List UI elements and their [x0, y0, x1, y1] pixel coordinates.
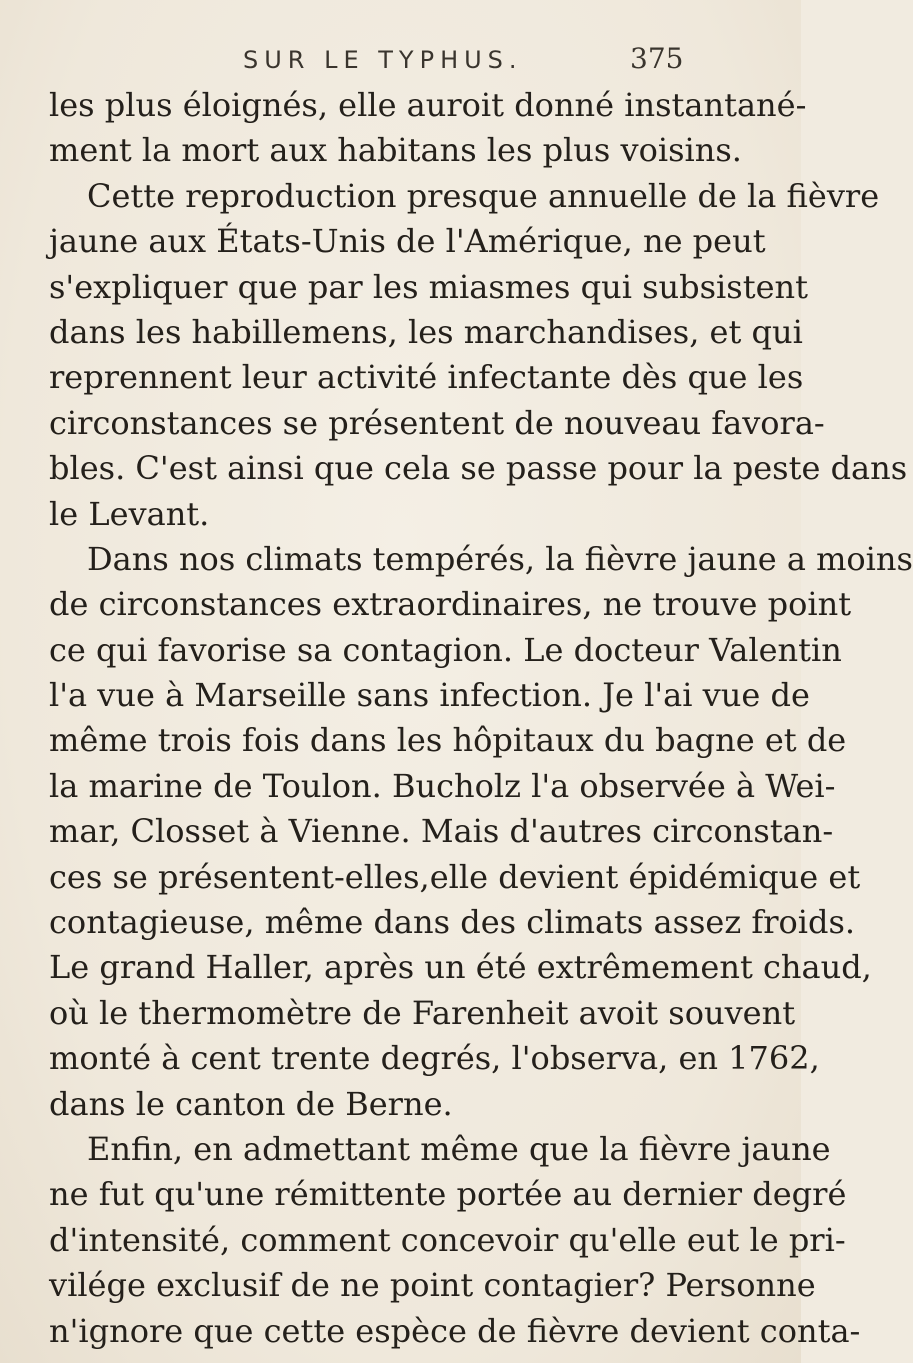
text-line: où le thermomètre de Farenheit avoit souvent [49, 993, 796, 1032]
text-line: jaune aux États-Unis de l'Amérique, ne peut [49, 222, 766, 261]
text-line: circonstances se présentent de nouveau favora- [49, 403, 825, 442]
text-line: de circonstances extraordinaires, ne trouve point [49, 585, 852, 624]
text-line: n'ignore que cette espèce de fièvre devient conta- [49, 1311, 861, 1350]
text-line: d'intensité, comment concevoir qu'elle eut le pri- [49, 1220, 846, 1259]
text-line: bles. C'est ainsi que cela se passe pour la peste dans [49, 449, 908, 488]
text-line: l'a vue à Marseille sans infection. Je l'ai vue de [49, 676, 810, 715]
text-line: ce qui favorise sa contagion. Le docteur Valentin [49, 630, 842, 669]
running-title: SUR LE TYPHUS. [243, 46, 523, 74]
text-line: dans le canton de Berne. [49, 1084, 453, 1123]
body-text [49, 83, 913, 1354]
text-line: même trois fois dans les hôpitaux du bagne et de [49, 721, 847, 760]
page-number: 375 [630, 42, 684, 75]
page-header [0, 40, 801, 80]
text-line: reprennent leur activité infectante dès que les [49, 358, 804, 397]
text-line: monté à cent trente degrés, l'observa, en 1762, [49, 1039, 820, 1078]
text-line: Le grand Haller, après un été extrêmement chaud, [49, 948, 872, 987]
text-line: ces se présentent-elles,elle devient épidémique et [49, 857, 861, 896]
text-line: contagieuse, même dans des climats assez froids. [49, 903, 856, 942]
text-line: ne fut qu'une rémittente portée au dernier degré [49, 1175, 847, 1214]
text-line: s'expliquer que par les miasmes qui subsistent [49, 267, 808, 306]
paragraph-start-line: Cette reproduction presque annuelle de la fièvre [87, 176, 880, 215]
text-line: dans les habillemens, les marchandises, et qui [49, 312, 803, 351]
paragraph-start-line: Dans nos climats tempérés, la fièvre jaune a moins [87, 539, 913, 578]
text-line: ment la mort aux habitans les plus voisins. [49, 131, 742, 170]
text-line: les plus éloignés, elle auroit donné instantané- [49, 86, 807, 124]
text-line: mar, Closset à Vienne. Mais d'autres circonstan- [49, 812, 834, 851]
text-line: la marine de Toulon. Bucholz l'a observée à Wei- [49, 766, 836, 805]
text-line: le Levant. [49, 494, 210, 533]
text-line: vilége exclusif de ne point contagier? Personne [49, 1266, 816, 1305]
paragraph-start-line: Enfin, en admettant même que la fièvre jaune [87, 1129, 831, 1168]
